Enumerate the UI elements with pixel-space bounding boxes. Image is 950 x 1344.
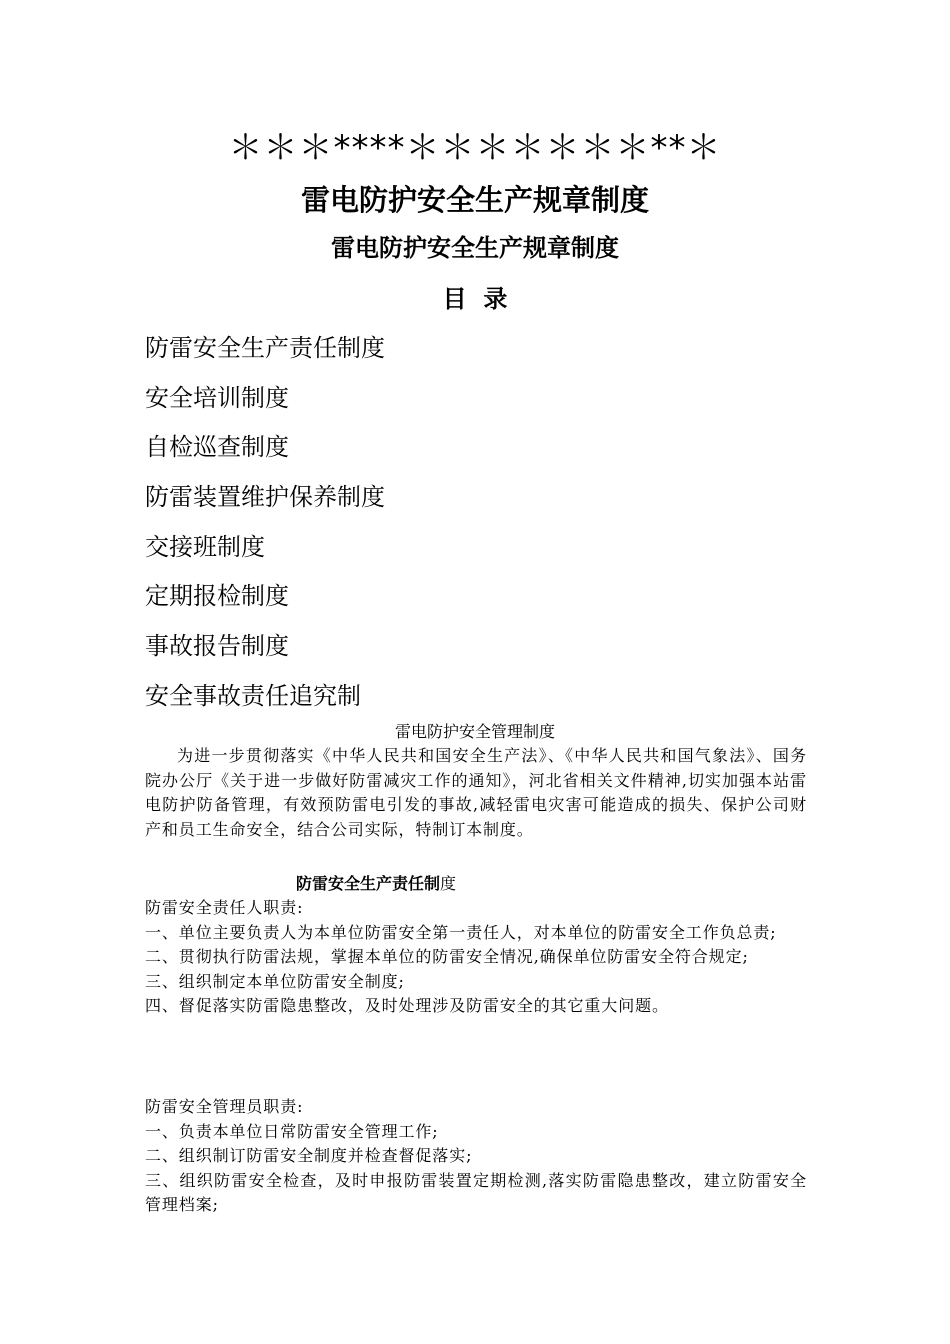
duty-item: 二、贯彻执行防雷法规，掌握本单位的防雷安全情况,确保单位防雷安全符合规定; — [145, 947, 749, 967]
toc-item: 防雷装置维护保养制度 — [145, 483, 385, 512]
toc-item: 事故报告制度 — [145, 632, 289, 661]
document-title: 雷电防护安全生产规章制度 — [300, 183, 649, 217]
toc-item: 安全培训制度 — [145, 383, 289, 412]
toc-item: 定期报检制度 — [145, 582, 289, 611]
header-stars: ＊＊＊****＊＊＊＊＊＊＊**＊ — [228, 128, 722, 168]
toc-title: 目 录 — [442, 285, 508, 313]
table-of-contents — [145, 328, 385, 726]
intro-paragraph: 为进一步贯彻落实《中华人民共和国安全生产法》、《中华人民共和国气象法》、国务院办公厅《关于进一步做好防雷减灾工作的通知》，河北省相关文件精神,切实加强本站雷电防护防备管理，有效预防雷电引发的事故,减轻雷电灾害可能造成的损失、保护公司财产和员工生命安全，结合公司实际，特制订本制度。 — [145, 746, 807, 839]
duty-item: 一、负责本单位日常防雷安全管理工作; — [145, 1121, 439, 1141]
duty-item: 二、组织制订防雷安全制度并检查督促落实; — [145, 1146, 473, 1166]
duties-heading: 防雷安全管理员职责: — [145, 1097, 304, 1116]
duty-item: 三、组织制定本单位防雷安全制度; — [145, 971, 405, 991]
duties-heading: 防雷安全责任人职责: — [145, 898, 304, 917]
section-title: 雷电防护安全管理制度 — [394, 722, 555, 741]
duty-item: 一、单位主要负责人为本单位防雷安全第一责任人，对本单位的防雷安全工作负总责; — [145, 922, 777, 942]
toc-item: 防雷安全生产责任制度 — [145, 334, 385, 362]
safety-manager-duties — [145, 1095, 807, 1218]
subsection-title-bold: 防雷安全生产责任制 — [296, 874, 441, 893]
toc-item: 安全事故责任追究制 — [145, 681, 361, 710]
document-subtitle: 雷电防护安全生产规章制度 — [331, 234, 619, 262]
duty-item: 三、组织防雷安全检查，及时申报防雷装置定期检测,落实防雷隐患整改，建立防雷安全管理档案; — [145, 1170, 807, 1215]
responsible-person-duties — [145, 896, 807, 1019]
subsection-title — [296, 872, 456, 896]
subsection-title-rest: 度 — [440, 874, 457, 893]
toc-item: 交接班制度 — [145, 532, 265, 561]
toc-item: 自检巡查制度 — [145, 433, 289, 462]
duty-item: 四、督促落实防雷隐患整改，及时处理涉及防雷安全的其它重大问题。 — [145, 996, 669, 1016]
